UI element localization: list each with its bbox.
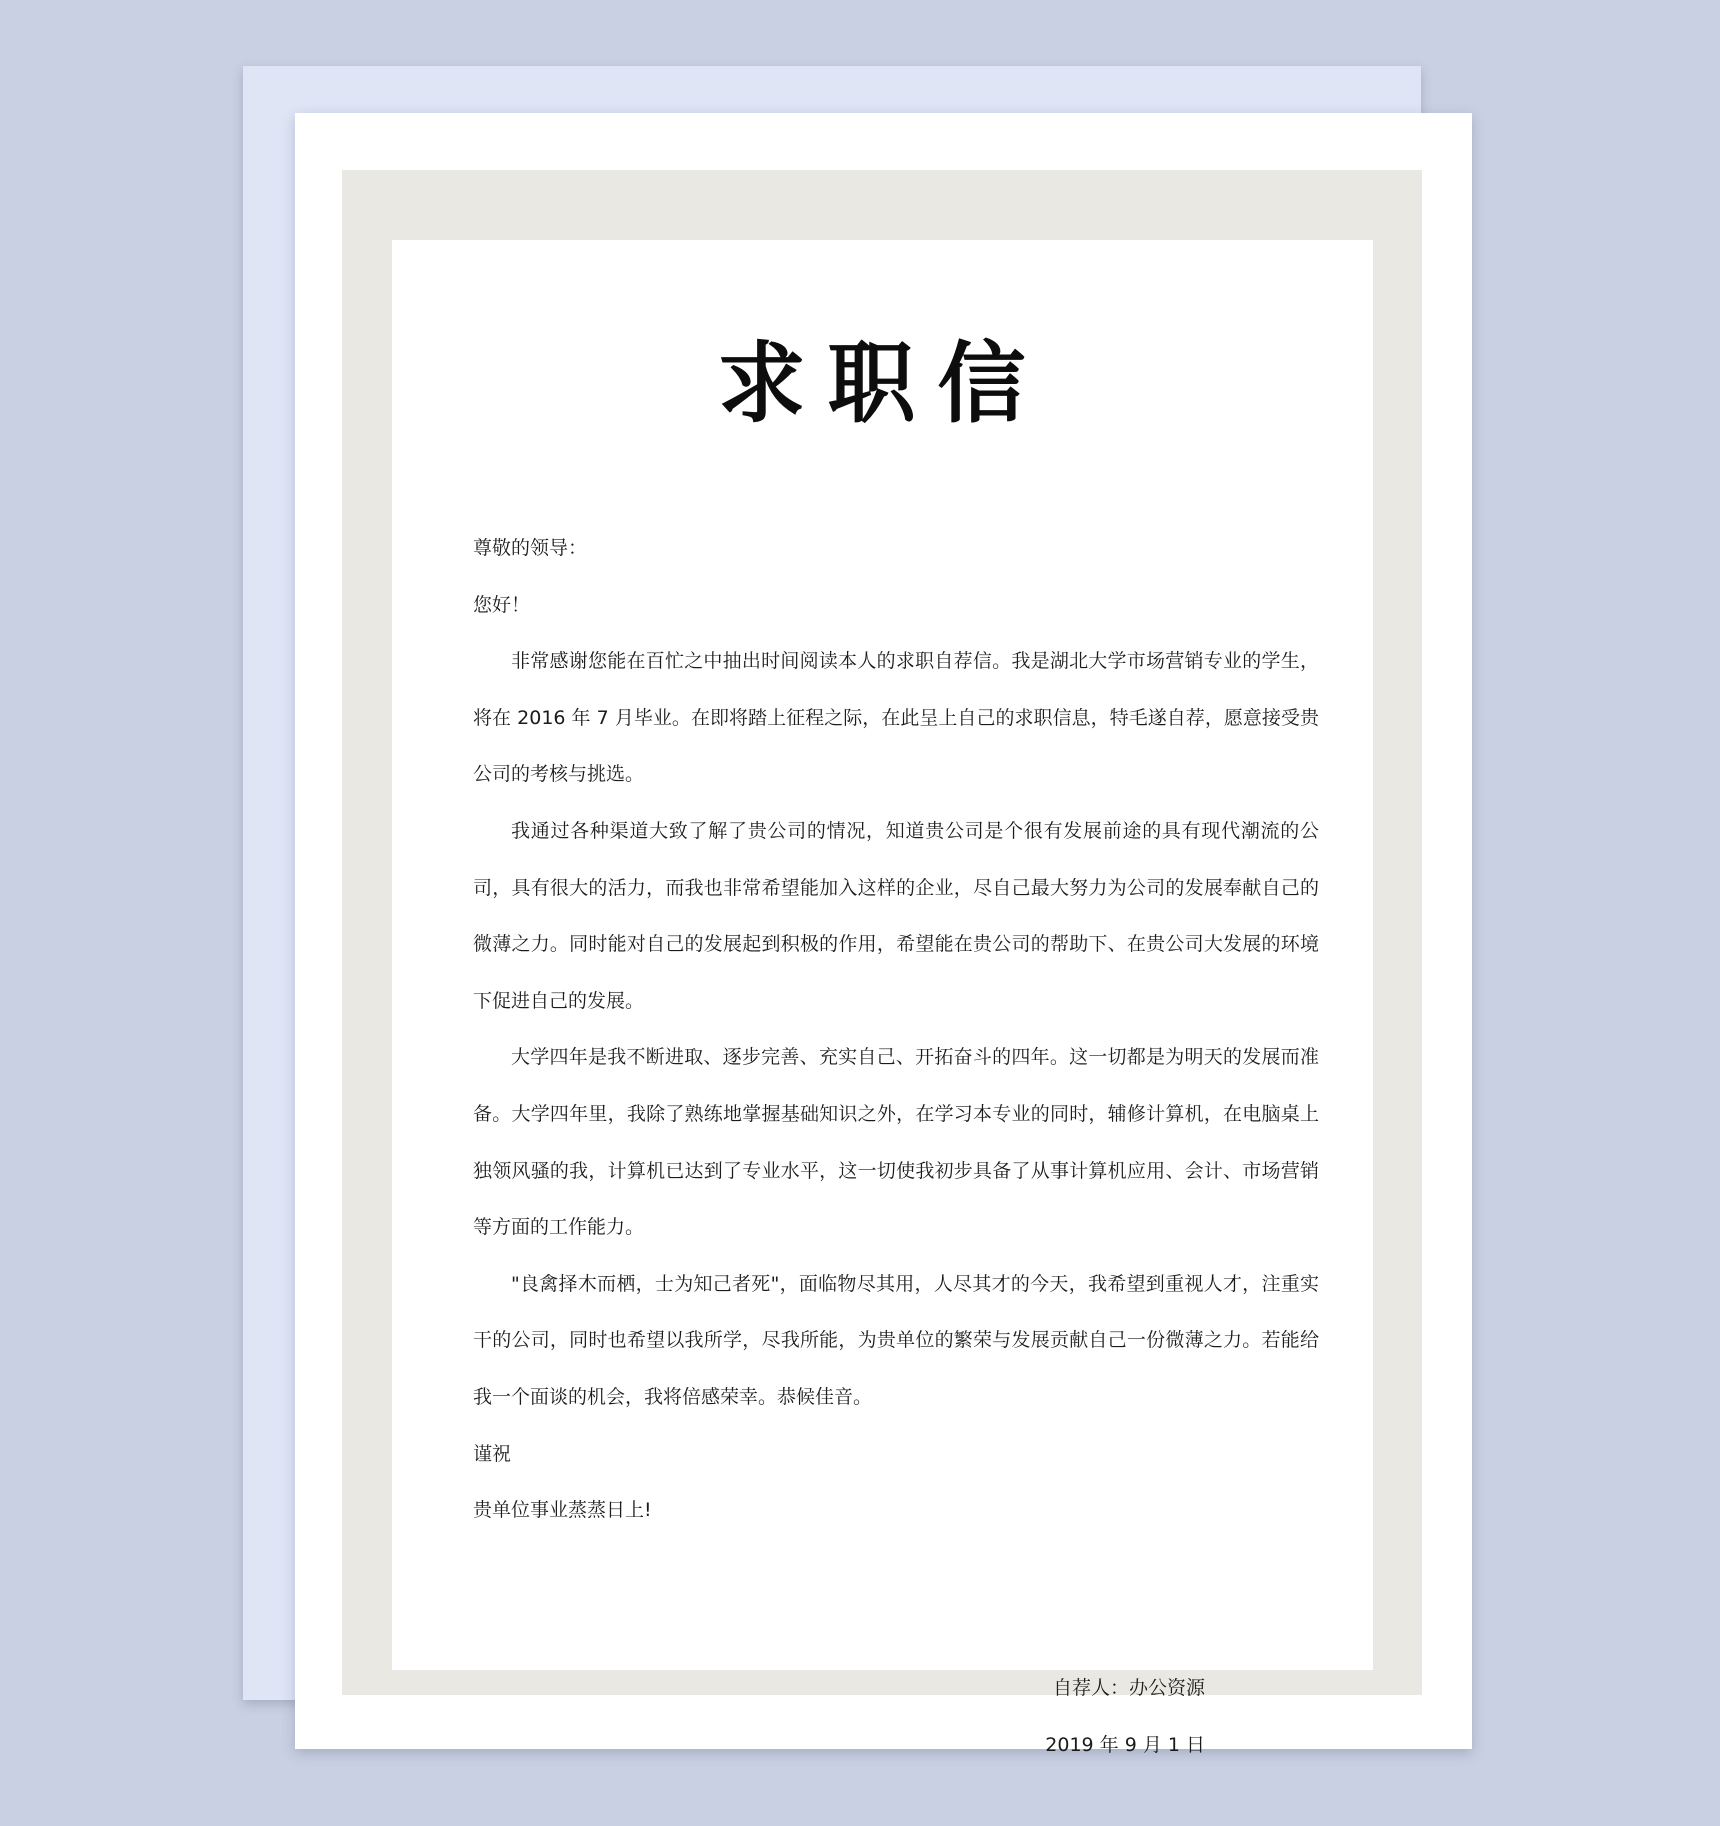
paragraph-4: "良禽择木而栖，士为知己者死"，面临物尽其用，人尽其才的今天，我希望到重视人才，注重实干的公司，同时也希望以我所学，尽我所能，为贵单位的繁荣与发展贡献自己一份微薄之力。若能给我一个面谈的机会，我将倍感荣幸。恭候佳音。 [473,1272,1319,1408]
salutation: 尊敬的领导： [473,537,588,559]
letter-date: 2019 年 9 月 1 日 [1045,1733,1205,1756]
letter-body [473,520,1319,1539]
paragraph-2: 我通过各种渠道大致了解了贵公司的情况，知道贵公司是个很有发展前途的具有现代潮流的公司，具有很大的活力，而我也非常希望能加入这样的企业，尽自己最大努力为公司的发展奉献自己的微薄之力。同时能对自己的发展起到积极的作用，希望能在贵公司的帮助下、在贵公司大发展的环境下促进自己的发展。 [473,819,1319,1012]
signature-block [1045,1660,1205,1773]
closing-line-2: 贵单位事业蒸蒸日上! [473,1499,652,1522]
closing-line-1: 谨祝 [473,1442,512,1465]
greeting: 您好！ [473,593,531,616]
letter-title: 求职信 [717,332,1048,435]
letter-paper [392,240,1373,1756]
signer: 自荐人：办公资源 [1052,1677,1205,1699]
paragraph-1: 非常感谢您能在百忙之中抽出时间阅读本人的求职自荐信。我是湖北大学市场营销专业的学生，将在 2016 年 7 月毕业。在即将踏上征程之际，在此呈上自己的求职信息，特毛遂自荐，愿意接受贵公司的考核与挑选。 [473,650,1319,786]
front-sheet [295,113,1472,1756]
paragraph-3: 大学四年是我不断进取、逐步完善、充实自己、开拓奋斗的四年。这一切都是为明天的发展而准备。大学四年里，我除了熟练地掌握基础知识之外，在学习本专业的同时，辅修计算机，在电脑桌上独领风骚的我，计算机已达到了专业水平，这一切使我初步具备了从事计算机应用、会计、市场营销等方面的工作能力。 [473,1046,1319,1239]
paper-frame [342,170,1422,1756]
